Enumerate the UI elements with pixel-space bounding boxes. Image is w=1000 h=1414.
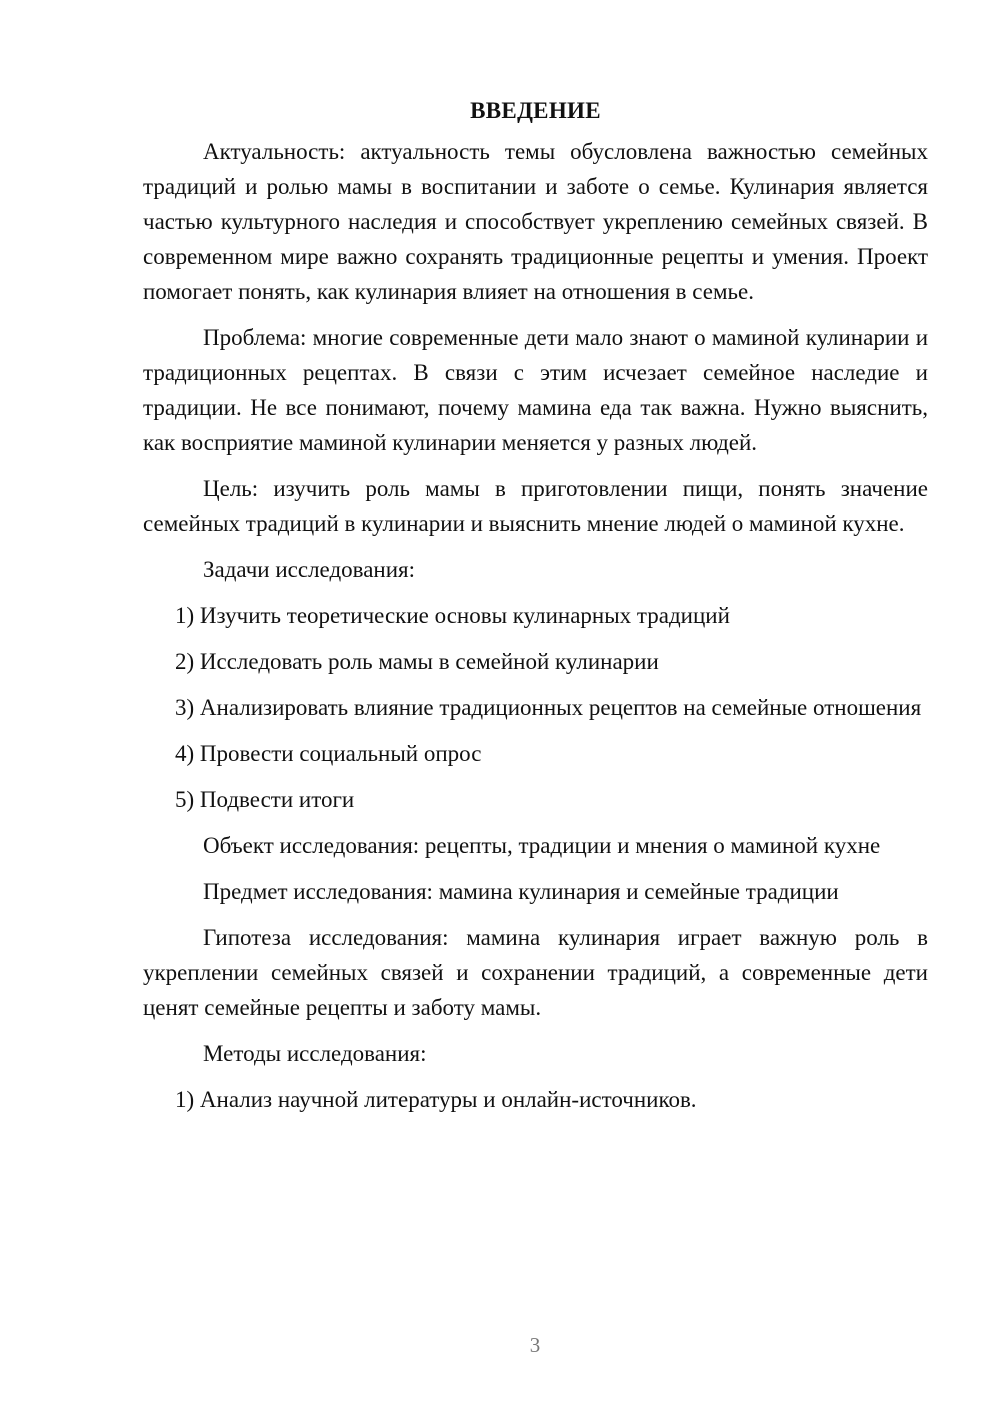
methods-heading: Методы исследования: [203, 1041, 427, 1066]
task-item: 5) Подвести итоги [175, 787, 355, 812]
task-item: 1) Изучить теоретические основы кулинарных традиций [175, 603, 730, 628]
page-number: 3 [529, 1333, 541, 1357]
task-item: 3) Анализировать влияние традиционных рецептов на семейные отношения [175, 695, 922, 720]
subject-paragraph: Предмет исследования: мамина кулинария и семейные традиции [203, 879, 839, 904]
problem-paragraph: Проблема: многие современные дети мало знают о маминой кулинарии и традиционных рецептах. В связи с этим исчезает семейное наследие и традиции. Не все понимают, почему мамина еда так важна. Нужно выяснить, как восприятие маминой кулинарии меняется у разных людей. [143, 325, 928, 455]
goal-paragraph: Цель: изучить роль мамы в приготовлении пищи, понять значение семейных традиций в кулинарии и выяснить мнение людей о маминой кухне. [143, 476, 928, 536]
relevance-paragraph: Актуальность: актуальность темы обусловлена важностью семейных традиций и ролью мамы в воспитании и заботе о семье. Кулинария является частью культурного наследия и способствует укреплению семейных связей. В современном мире важно сохранять традиционные рецепты и умения. Проект помогает понять, как кулинария влияет на отношения в семье. [143, 139, 928, 304]
hypothesis-paragraph: Гипотеза исследования: мамина кулинария играет важную роль в укреплении семейных связей и сохранении традиций, а современные дети ценят семейные рецепты и заботу мамы. [143, 925, 928, 1020]
task-item: 2) Исследовать роль мамы в семейной кулинарии [175, 649, 659, 674]
method-item: 1) Анализ научной литературы и онлайн-источников. [175, 1087, 697, 1112]
tasks-heading: Задачи исследования: [203, 557, 416, 582]
document-page [143, 90, 928, 1128]
section-title: ВВЕДЕНИЕ [470, 98, 601, 123]
object-paragraph: Объект исследования: рецепты, традиции и мнения о маминой кухне [203, 833, 881, 858]
task-item: 4) Провести социальный опрос [175, 741, 482, 766]
